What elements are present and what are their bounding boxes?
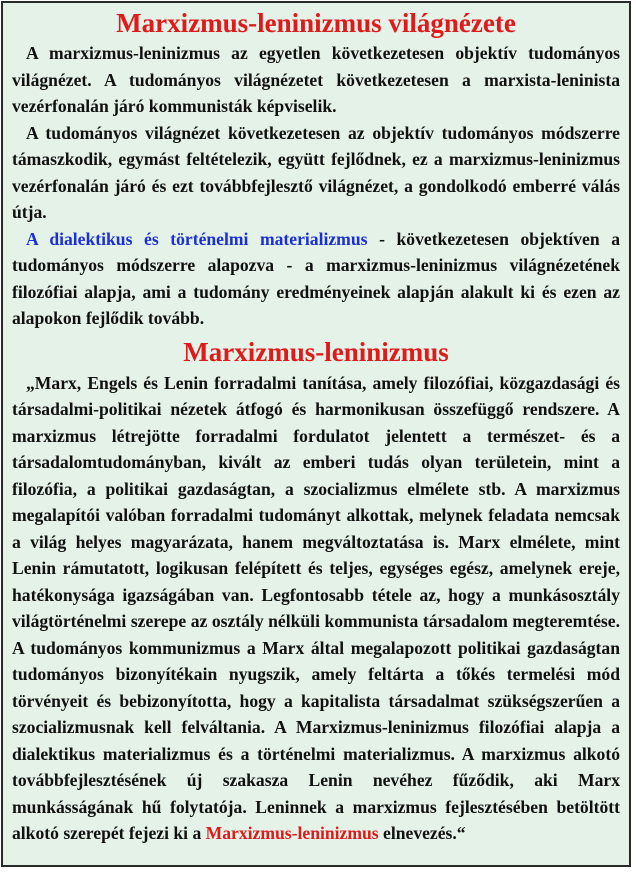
quote-paragraph (12, 370, 620, 847)
document-page (1, 1, 631, 867)
quote-end: elnevezés.“ (378, 823, 466, 843)
paragraph-2-text: A tudományos világnézet következetesen az objektív tudományos módszerre támaszkodik, egymást feltételezik, együtt fejlődnek, ez a marxizmus-leninizmus vezérfonalán járó és ezt továbbfejlesztő világnézet, a gondolkodó emberré válás útja. (12, 122, 620, 222)
page-title: Marxizmus-leninizmus világnézete (116, 8, 516, 38)
quote-text: „Marx, Engels és Lenin forradalmi tanítása, amely filozófiai, közgazdasági és társadalmi-politikai nézetek átfogó és harmonikusan összefüggő rendszere. A marxizmus létrejötte forradalmi fordulatot jelentett a természet- és a társadalomtudományban, kivált az emberi tudás olyan területein, mint a filozófia, a politikai gazdaságtan, a szocializmus elmélete stb. A marxizmus megalapítói valóban forradalmi tudományt alkottak, melynek feladata nemcsak a világ helyes magyarázata, hanem megváltoztatása is. Marx elmélete, mint Lenin rámutatott, logikusan felépített és teljes, egységes egész, amelynek ereje, hatékonysága igazságában van. Legfontosabb tétele az, hogy a munkásosztály világtörténelmi szerepe az osztály nélküli kommunista társadalom megteremtése. A tudományos kommunizmus a Marx által megalapozott politikai gazdaságtan tudományos bizonyítékain nyugszik, amely feltárta a tőkés termelési mód törvényeit és bebizonyította, hogy a kapitalista társadalmat szükségszerűen a szocializmusnak kell felváltania. A Marxizmus-leninizmus filozófiai alapja a dialektikus materializmus és a történelmi materializmus. A marxizmus alkotó továbbfejlesztésének új szakasza Lenin nevéhez fűződik, aki Marx munkásságának hű folytatója. Leninnek a marxizmus fejlesztésében betöltött alkotó szerepét fejezi ki a (12, 372, 620, 843)
paragraph-3-text: - következetesen objektíven a tudományos módszerre alapozva - a marxizmus-leninizmus világnézetének filozófiai alapja, ami a tudomány eredményeinek alapján alakult ki és ezen az alapokon fejlődik tovább. (12, 228, 620, 328)
section-heading: Marxizmus-leninizmus (183, 336, 449, 367)
paragraph-1-text: A marxizmus-leninizmus az egyetlen következetesen objektív tudományos világnézet. A tudományos világnézetet következetesen a marxista-leninista vezérfonalán járó kommunisták képviselik. (12, 43, 620, 116)
paragraph-3 (12, 226, 620, 332)
highlight-marxism-leninism: Marxizmus-leninizmus (205, 823, 379, 843)
highlight-dialectical-materialism: A dialektikus és történelmi materializmus (26, 228, 368, 249)
paragraph-2 (12, 120, 620, 226)
paragraph-1 (12, 40, 620, 120)
